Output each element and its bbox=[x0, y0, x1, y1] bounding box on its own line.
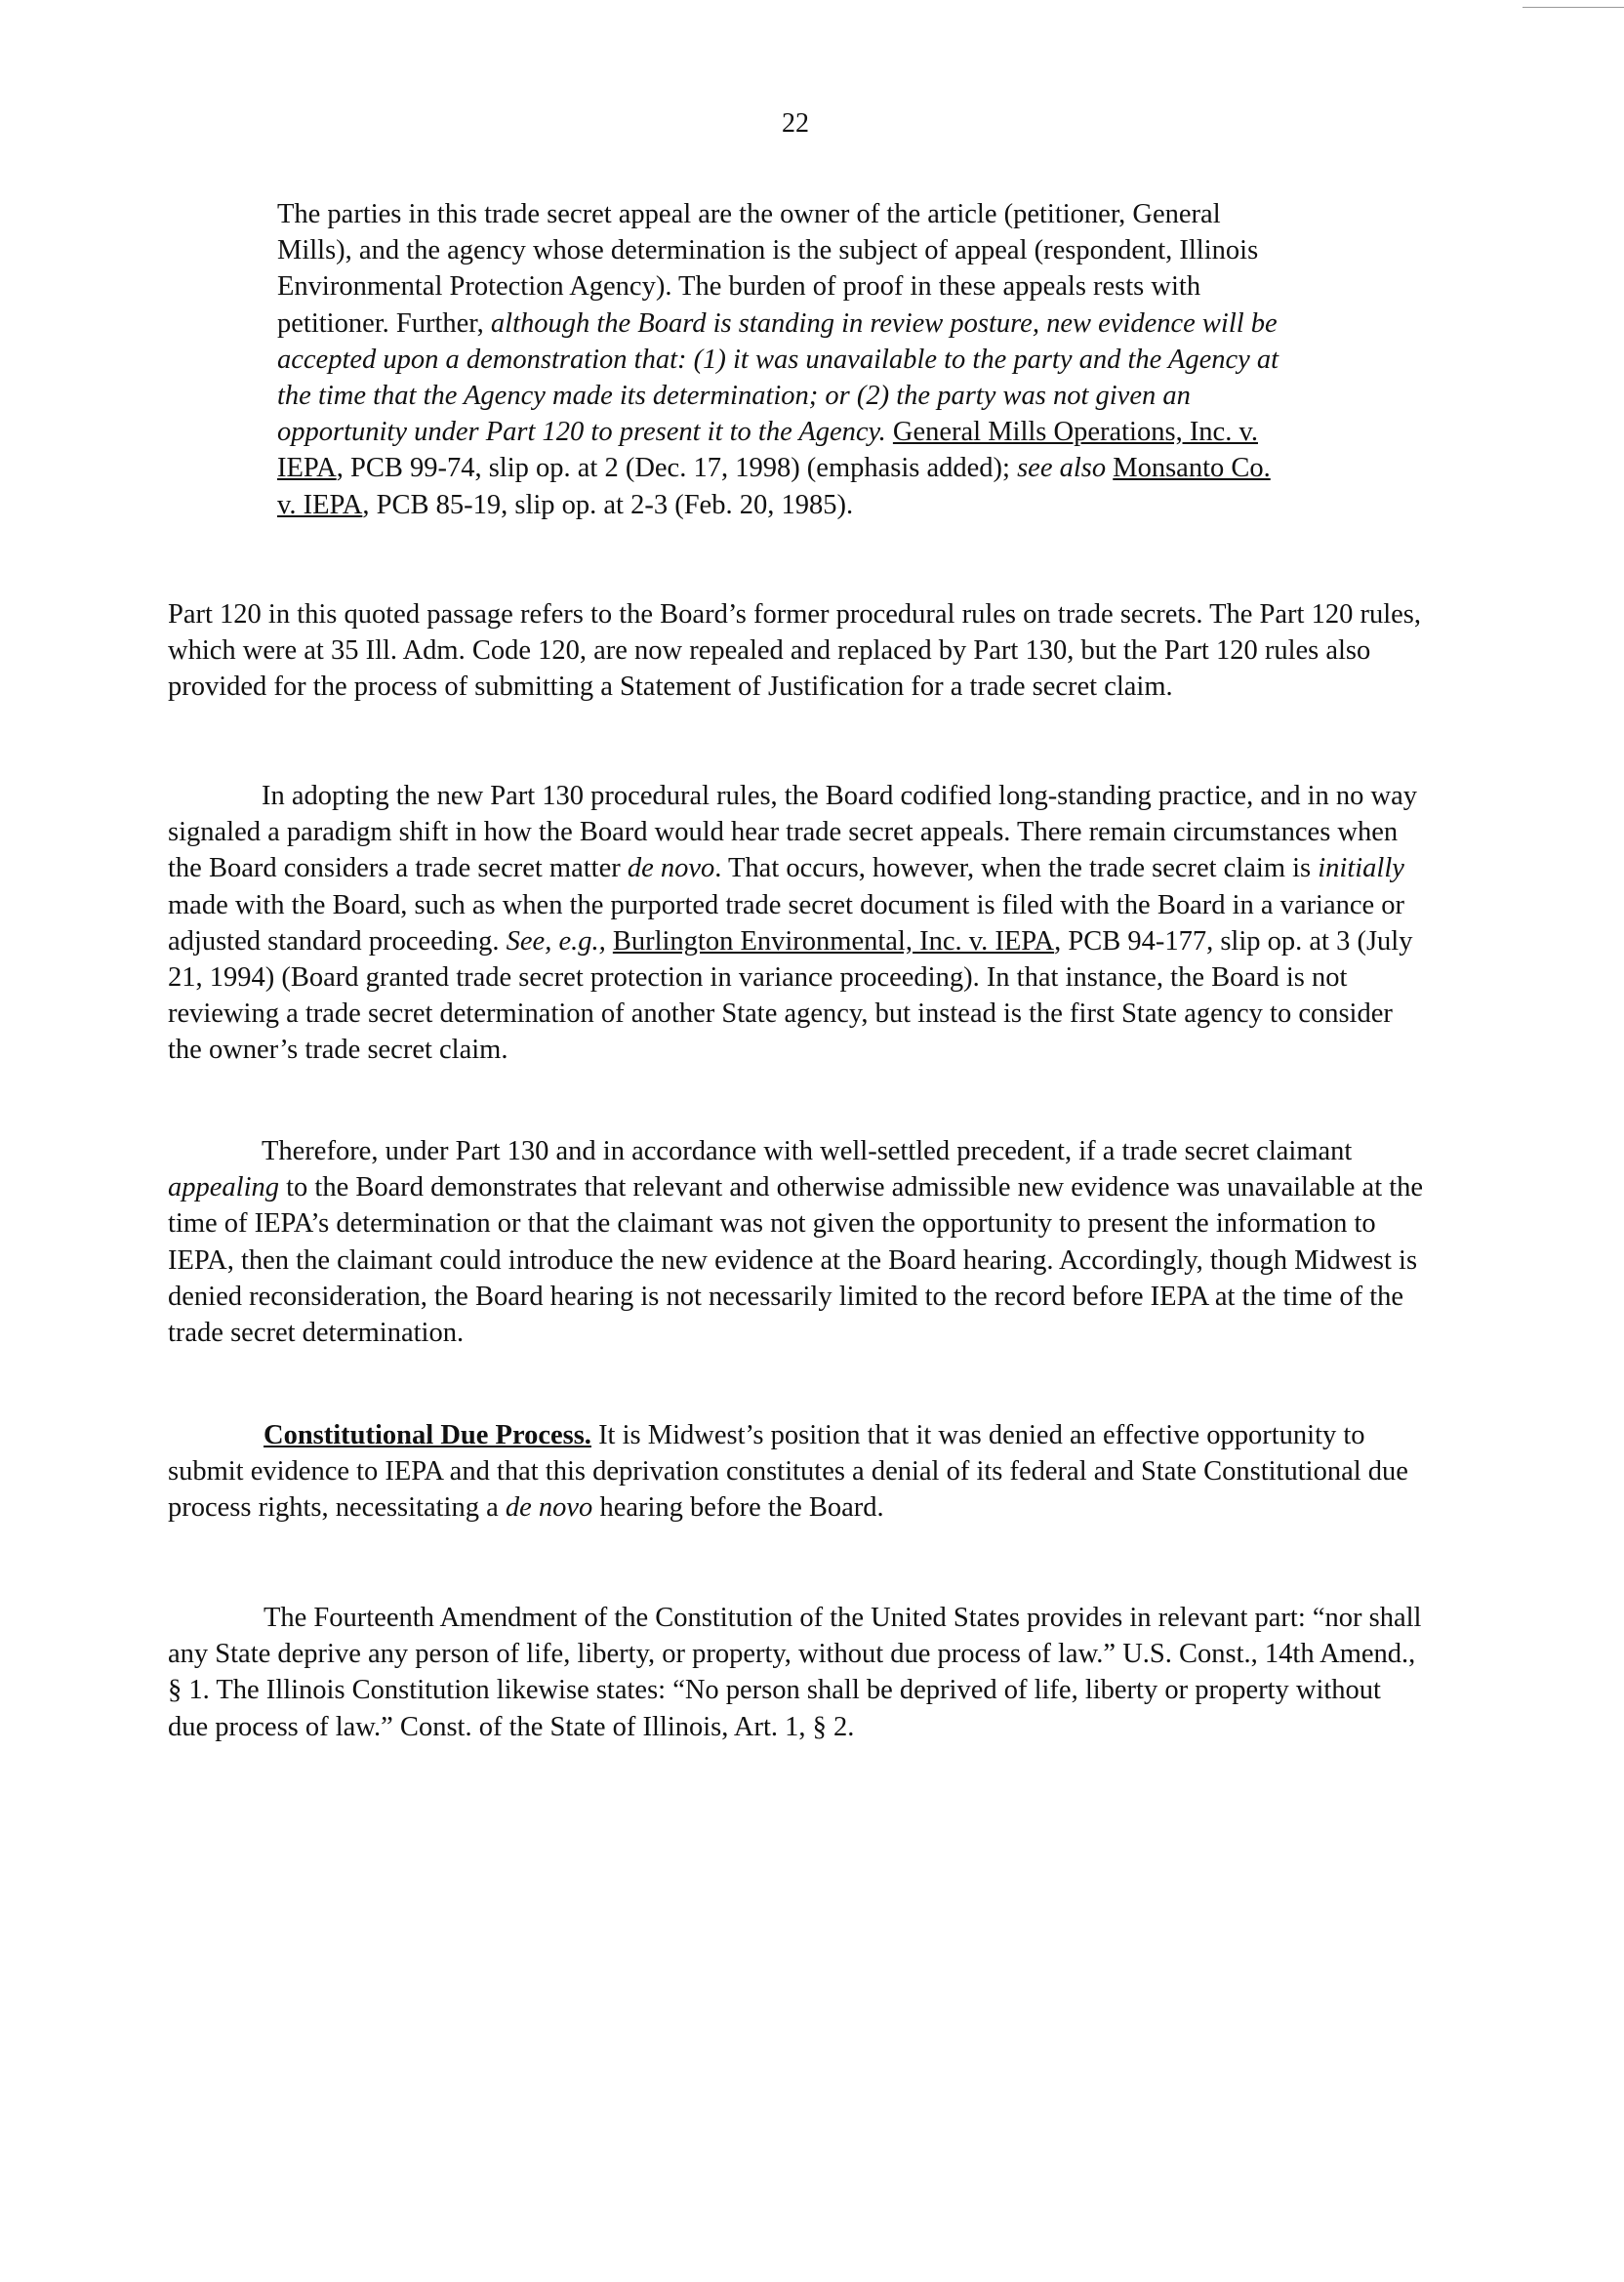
section-heading: Constitutional Due Process. bbox=[264, 1420, 591, 1450]
italic-appealing: appealing bbox=[168, 1172, 279, 1203]
paragraph-text: hearing before the Board. bbox=[592, 1492, 884, 1524]
paragraph-text: to the Board demonstrates that relevant and otherwise admissible new evidence was unavailable at the time of IEPA’s determination or that the claimant was not given the opportunity to present the information to IEPA, then the claimant could introduce the new evidence at the Board hearing. Accordingly, though Midwest is denied reconsideration, the Board hearing is not necessarily limited to the record before IEPA at the time of the trade secret determination. bbox=[168, 1172, 1424, 1349]
paragraph-text: . That occurs, however, when the trade secret claim is bbox=[714, 853, 1319, 884]
quote-text: The parties in this trade secret appeal are the owner of the article (petitioner, General Mills), and the agency whose determination is the subject of appeal (respondent, Illinois Environmental Protection Agency). The burden of proof in these appeals rests with petitioner. Further, bbox=[277, 199, 1259, 339]
paragraph-text: It is Midwest’s position that it was denied an effective opportunity to submit evidence to IEPA and that this deprivation constitutes a denial of its federal and State Constitutional due process rights, necessitating a bbox=[168, 1420, 1408, 1524]
italic-see-eg: See, e.g., bbox=[506, 925, 606, 957]
paragraph-fourteenth-amendment bbox=[168, 1600, 1427, 1745]
case-citation-monsanto: Monsanto Co. v. IEPA bbox=[277, 453, 1271, 520]
paragraph-text: Therefore, under Part 130 and in accordance with well-settled precedent, if a trade secret claimant bbox=[262, 1136, 1353, 1166]
quote-space bbox=[886, 417, 893, 447]
corner-scan-mark bbox=[1522, 7, 1624, 8]
paragraph-therefore bbox=[168, 1133, 1427, 1351]
block-quote bbox=[277, 196, 1292, 523]
quote-emphasis: although the Board is standing in review posture, new evidence will be accepted upon a demonstration that: (1) it was unavailable to the party and the Agency at the time that the Agency made its determination; or (2) the party was not given an opportunity under Part 120 to present it to the Agency. bbox=[277, 307, 1279, 448]
paragraph-space bbox=[606, 926, 613, 957]
page-number: 22 bbox=[782, 108, 809, 139]
paragraph-text: , PCB 94-177, slip op. at 3 (July 21, 1994) (Board granted trade secret protection in variance proceeding). In that instance, the Board is not reviewing a trade secret determination of another State agency, but instead is the first State agency to consider the owner’s trade secret claim. bbox=[168, 925, 1413, 1066]
italic-initially: initially bbox=[1318, 853, 1404, 884]
quote-citation-details: , PCB 99-74, slip op. at 2 (Dec. 17, 1998) (emphasis added); bbox=[336, 453, 1018, 484]
paragraph-text: made with the Board, such as when the purported trade secret document is filed with the Board in a variance or adjusted standard proceeding. bbox=[168, 889, 1405, 957]
case-citation-general-mills: General Mills Operations, Inc. v. IEPA bbox=[277, 417, 1258, 484]
paragraph-part-120: Part 120 in this quoted passage refers to the Board’s former procedural rules on trade secrets. The Part 120 rules, which were at 35 Ill. Adm. Code 120, are now repealed and replaced by Part 130, but the Part 120 rules also provided for the process of submitting a Statement of Justification for a trade secret claim. bbox=[168, 599, 1421, 703]
italic-de-novo: de novo bbox=[627, 853, 715, 884]
italic-de-novo: de novo bbox=[505, 1492, 593, 1524]
paragraph-text: The Fourteenth Amendment of the Constitution of the United States provides in relevant part: “nor shall any State deprive any person of life, liberty, or property, without due process of law.” U.S. Const., 14th Amend., § 1. The Illinois Constitution likewise states: “No person shall be deprived of life, liberty or property without due process of law.” Const. of the State of Illinois, Art. 1, § 2. bbox=[168, 1603, 1422, 1742]
quote-see-also: see also bbox=[1017, 453, 1107, 484]
paragraph-part-130 bbox=[168, 778, 1427, 1069]
quote-citation-details-2: , PCB 85-19, slip op. at 2-3 (Feb. 20, 1985). bbox=[362, 489, 854, 520]
paragraph-text: In adopting the new Part 130 procedural rules, the Board codified long-standing practice, and in no way signaled a paradigm shift in how the Board would hear trade secret appeals. There remain circumstances when the Board considers a trade secret matter bbox=[168, 781, 1417, 884]
case-citation-burlington: Burlington Environmental, Inc. v. IEPA bbox=[612, 925, 1055, 957]
paragraph-constitutional-due-process bbox=[168, 1417, 1427, 1527]
